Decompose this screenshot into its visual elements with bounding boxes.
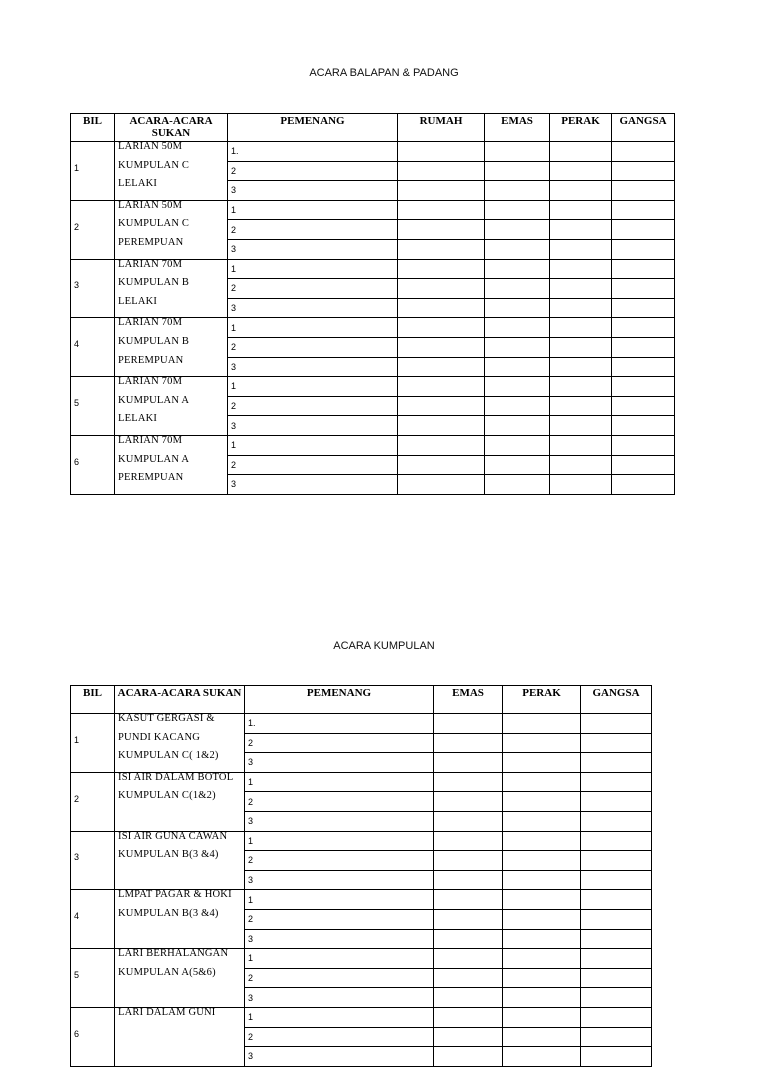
blank-cell bbox=[550, 357, 612, 377]
winner-cell: 1 bbox=[228, 318, 398, 338]
blank-cell bbox=[485, 396, 550, 416]
blank-cell bbox=[612, 279, 675, 299]
blank-cell bbox=[612, 318, 675, 338]
blank-cell bbox=[550, 259, 612, 279]
header-emas: EMAS bbox=[434, 686, 503, 714]
winner-cell: 3 bbox=[228, 181, 398, 201]
blank-cell bbox=[434, 1007, 503, 1027]
blank-cell bbox=[485, 279, 550, 299]
blank-cell bbox=[398, 239, 485, 259]
blank-cell bbox=[485, 200, 550, 220]
blank-cell bbox=[398, 396, 485, 416]
blank-cell bbox=[612, 377, 675, 397]
results-table-group-events bbox=[70, 685, 652, 1067]
winner-cell: 3 bbox=[245, 870, 434, 890]
event-cell bbox=[115, 772, 245, 831]
winner-cell: 2 bbox=[228, 396, 398, 416]
blank-cell bbox=[550, 279, 612, 299]
event-line: LELAKI bbox=[118, 295, 158, 307]
blank-cell bbox=[550, 142, 612, 162]
winner-cell: 3 bbox=[228, 298, 398, 318]
blank-cell bbox=[485, 455, 550, 475]
blank-cell bbox=[398, 161, 485, 181]
event-line bbox=[118, 982, 244, 1001]
event-line: KUMPULAN B(3 &4) bbox=[118, 907, 219, 919]
blank-cell bbox=[434, 988, 503, 1008]
blank-cell bbox=[434, 870, 503, 890]
winner-cell: 2 bbox=[245, 909, 434, 929]
event-line: ISI AIR DALAM BOTOL bbox=[118, 772, 234, 783]
blank-cell bbox=[503, 714, 581, 734]
winner-cell: 3 bbox=[245, 753, 434, 773]
table-row bbox=[71, 259, 675, 279]
blank-cell bbox=[485, 337, 550, 357]
blank-cell bbox=[503, 831, 581, 851]
event-line: ISI AIR GUNA CAWAN bbox=[118, 831, 228, 842]
winner-cell: 1 bbox=[245, 831, 434, 851]
blank-cell bbox=[398, 259, 485, 279]
blank-cell bbox=[398, 435, 485, 455]
blank-cell bbox=[398, 142, 485, 162]
blank-cell bbox=[503, 949, 581, 969]
event-line: LARI DALAM GUNI bbox=[118, 1007, 216, 1018]
header-perak: PERAK bbox=[550, 114, 612, 142]
header-perak: PERAK bbox=[503, 686, 581, 714]
winner-cell: 2 bbox=[245, 792, 434, 812]
blank-cell bbox=[434, 851, 503, 871]
blank-cell bbox=[581, 772, 652, 792]
table-row bbox=[71, 318, 675, 338]
winner-cell: 2 bbox=[245, 1027, 434, 1047]
blank-cell bbox=[398, 298, 485, 318]
event-line: LMPAT PAGAR & HOKI bbox=[118, 889, 232, 901]
event-line: PEREMPUAN bbox=[118, 354, 184, 366]
header-gangsa: GANGSA bbox=[612, 114, 675, 142]
bil-cell: 1 bbox=[71, 142, 115, 201]
blank-cell bbox=[612, 220, 675, 240]
event-line: LARIAN 70M bbox=[118, 435, 183, 446]
blank-cell bbox=[434, 1027, 503, 1047]
winner-cell: 1. bbox=[245, 714, 434, 734]
blank-cell bbox=[434, 811, 503, 831]
blank-cell bbox=[612, 396, 675, 416]
winner-cell: 2 bbox=[245, 851, 434, 871]
blank-cell bbox=[434, 890, 503, 910]
blank-cell bbox=[398, 220, 485, 240]
winner-cell: 1 bbox=[245, 890, 434, 910]
blank-cell bbox=[581, 909, 652, 929]
event-line: LARI BERHALANGAN bbox=[118, 948, 229, 960]
event-cell bbox=[115, 890, 245, 949]
blank-cell bbox=[581, 1047, 652, 1067]
blank-cell bbox=[550, 377, 612, 397]
blank-cell bbox=[398, 337, 485, 357]
bil-cell: 3 bbox=[71, 259, 115, 318]
blank-cell bbox=[581, 929, 652, 949]
header-gangsa: GANGSA bbox=[581, 686, 652, 714]
blank-cell bbox=[503, 988, 581, 1008]
blank-cell bbox=[398, 416, 485, 436]
blank-cell bbox=[612, 416, 675, 436]
event-line: PEREMPUAN bbox=[118, 236, 184, 248]
winner-cell: 1 bbox=[245, 772, 434, 792]
blank-cell bbox=[503, 792, 581, 812]
bil-cell: 6 bbox=[71, 435, 115, 494]
bil-cell: 2 bbox=[71, 200, 115, 259]
blank-cell bbox=[503, 753, 581, 773]
event-cell bbox=[115, 949, 245, 1008]
blank-cell bbox=[434, 753, 503, 773]
blank-cell bbox=[581, 870, 652, 890]
winner-cell: 1 bbox=[245, 1007, 434, 1027]
bil-cell: 2 bbox=[71, 772, 115, 831]
header-pemenang: PEMENANG bbox=[245, 686, 434, 714]
blank-cell bbox=[550, 200, 612, 220]
event-line: LARIAN 50M bbox=[118, 141, 183, 152]
blank-cell bbox=[503, 851, 581, 871]
blank-cell bbox=[550, 455, 612, 475]
table-row bbox=[71, 1007, 652, 1027]
blank-cell bbox=[434, 949, 503, 969]
blank-cell bbox=[485, 357, 550, 377]
event-line: PEREMPUAN bbox=[118, 472, 184, 484]
blank-cell bbox=[550, 435, 612, 455]
event-line: KUMPULAN C bbox=[118, 218, 190, 230]
winner-cell: 3 bbox=[245, 988, 434, 1008]
event-line: KUMPULAN C(1&2) bbox=[118, 790, 216, 802]
blank-cell bbox=[485, 161, 550, 181]
winner-cell: 2 bbox=[228, 279, 398, 299]
blank-cell bbox=[503, 1007, 581, 1027]
winner-cell: 2 bbox=[245, 968, 434, 988]
blank-cell bbox=[398, 357, 485, 377]
blank-cell bbox=[550, 416, 612, 436]
event-line: KUMPULAN C bbox=[118, 159, 190, 171]
winner-cell: 3 bbox=[245, 811, 434, 831]
blank-cell bbox=[581, 733, 652, 753]
blank-cell bbox=[612, 161, 675, 181]
blank-cell bbox=[581, 811, 652, 831]
event-cell bbox=[115, 200, 228, 259]
blank-cell bbox=[434, 1047, 503, 1067]
event-line: KUMPULAN A bbox=[118, 394, 190, 406]
table-row bbox=[71, 377, 675, 397]
blank-cell bbox=[550, 181, 612, 201]
event-cell bbox=[115, 259, 228, 318]
blank-cell bbox=[503, 968, 581, 988]
blank-cell bbox=[612, 181, 675, 201]
winner-cell: 3 bbox=[228, 416, 398, 436]
header-acara: ACARA-ACARA SUKAN bbox=[115, 114, 228, 142]
table-row bbox=[71, 200, 675, 220]
winner-cell: 3 bbox=[228, 475, 398, 495]
blank-cell bbox=[398, 475, 485, 495]
event-cell bbox=[115, 714, 245, 773]
blank-cell bbox=[503, 890, 581, 910]
blank-cell bbox=[434, 909, 503, 929]
header-rumah: RUMAH bbox=[398, 114, 485, 142]
table-row bbox=[71, 831, 652, 851]
event-line: KASUT GERGASI & bbox=[118, 713, 215, 724]
blank-cell bbox=[581, 890, 652, 910]
blank-cell bbox=[550, 239, 612, 259]
winner-cell: 1 bbox=[228, 435, 398, 455]
event-line: KUMPULAN B(3 &4) bbox=[118, 849, 219, 861]
blank-cell bbox=[434, 968, 503, 988]
blank-cell bbox=[581, 1007, 652, 1027]
winner-cell: 3 bbox=[228, 357, 398, 377]
bil-cell: 5 bbox=[71, 949, 115, 1008]
blank-cell bbox=[503, 929, 581, 949]
header-bil: BIL bbox=[71, 114, 115, 142]
blank-cell bbox=[581, 753, 652, 773]
blank-cell bbox=[485, 318, 550, 338]
blank-cell bbox=[581, 968, 652, 988]
blank-cell bbox=[612, 142, 675, 162]
event-cell bbox=[115, 435, 228, 494]
winner-cell: 2 bbox=[228, 220, 398, 240]
blank-cell bbox=[503, 733, 581, 753]
blank-cell bbox=[612, 259, 675, 279]
blank-cell bbox=[485, 377, 550, 397]
results-table-track-field bbox=[70, 113, 675, 495]
section2-title: ACARA KUMPULAN bbox=[333, 640, 435, 652]
header-acara: ACARA-ACARA SUKAN bbox=[115, 686, 245, 714]
event-line: LELAKI bbox=[118, 413, 158, 425]
event-line bbox=[118, 1023, 244, 1042]
winner-cell: 1 bbox=[245, 949, 434, 969]
blank-cell bbox=[612, 337, 675, 357]
event-line: KUMPULAN B bbox=[118, 335, 190, 347]
event-line: LARIAN 70M bbox=[118, 376, 183, 388]
blank-cell bbox=[581, 831, 652, 851]
blank-cell bbox=[485, 416, 550, 436]
table-row bbox=[71, 142, 675, 162]
bil-cell: 3 bbox=[71, 831, 115, 890]
event-line bbox=[118, 924, 244, 943]
blank-cell bbox=[612, 239, 675, 259]
header-bil: BIL bbox=[71, 686, 115, 714]
blank-cell bbox=[550, 161, 612, 181]
event-line: LELAKI bbox=[118, 178, 158, 190]
blank-cell bbox=[398, 318, 485, 338]
blank-cell bbox=[550, 298, 612, 318]
blank-cell bbox=[434, 831, 503, 851]
header-emas: EMAS bbox=[485, 114, 550, 142]
event-line: KUMPULAN A(5&6) bbox=[118, 966, 216, 978]
blank-cell bbox=[398, 181, 485, 201]
event-cell bbox=[115, 318, 228, 377]
blank-cell bbox=[612, 455, 675, 475]
blank-cell bbox=[485, 435, 550, 455]
blank-cell bbox=[485, 181, 550, 201]
blank-cell bbox=[398, 200, 485, 220]
blank-cell bbox=[485, 220, 550, 240]
event-line bbox=[118, 865, 244, 884]
bil-cell: 1 bbox=[71, 714, 115, 773]
winner-cell: 3 bbox=[228, 239, 398, 259]
blank-cell bbox=[485, 142, 550, 162]
blank-cell bbox=[485, 259, 550, 279]
event-line bbox=[118, 1041, 244, 1060]
blank-cell bbox=[581, 851, 652, 871]
winner-cell: 1 bbox=[228, 377, 398, 397]
blank-cell bbox=[503, 1027, 581, 1047]
blank-cell bbox=[581, 988, 652, 1008]
event-cell bbox=[115, 1007, 245, 1066]
event-line: KUMPULAN C( 1&2) bbox=[118, 750, 219, 762]
blank-cell bbox=[485, 475, 550, 495]
blank-cell bbox=[485, 298, 550, 318]
event-cell bbox=[115, 142, 228, 201]
header-pemenang: PEMENANG bbox=[228, 114, 398, 142]
blank-cell bbox=[503, 870, 581, 890]
bil-cell: 4 bbox=[71, 890, 115, 949]
bil-cell: 4 bbox=[71, 318, 115, 377]
blank-cell bbox=[612, 200, 675, 220]
blank-cell bbox=[503, 772, 581, 792]
winner-cell: 2 bbox=[228, 337, 398, 357]
event-line: LARIAN 70M bbox=[118, 259, 183, 270]
blank-cell bbox=[612, 298, 675, 318]
event-line: KUMPULAN B bbox=[118, 277, 190, 289]
blank-cell bbox=[398, 377, 485, 397]
blank-cell bbox=[550, 220, 612, 240]
event-line: LARIAN 70M bbox=[118, 317, 183, 329]
blank-cell bbox=[485, 239, 550, 259]
bil-cell: 6 bbox=[71, 1007, 115, 1066]
winner-cell: 2 bbox=[245, 733, 434, 753]
blank-cell bbox=[612, 357, 675, 377]
event-line: KUMPULAN A bbox=[118, 453, 190, 465]
blank-cell bbox=[503, 1047, 581, 1067]
blank-cell bbox=[581, 949, 652, 969]
winner-cell: 1 bbox=[228, 200, 398, 220]
event-line: PUNDI KACANG bbox=[118, 731, 201, 743]
blank-cell bbox=[434, 929, 503, 949]
winner-cell: 2 bbox=[228, 455, 398, 475]
blank-cell bbox=[503, 909, 581, 929]
blank-cell bbox=[581, 714, 652, 734]
table-row bbox=[71, 949, 652, 969]
winner-cell: 3 bbox=[245, 929, 434, 949]
bil-cell: 5 bbox=[71, 377, 115, 436]
winner-cell: 1. bbox=[228, 142, 398, 162]
event-cell bbox=[115, 377, 228, 436]
blank-cell bbox=[398, 279, 485, 299]
winner-cell: 1 bbox=[228, 259, 398, 279]
event-line bbox=[118, 806, 244, 825]
blank-cell bbox=[550, 318, 612, 338]
winner-cell: 3 bbox=[245, 1047, 434, 1067]
event-cell bbox=[115, 831, 245, 890]
blank-cell bbox=[550, 337, 612, 357]
blank-cell bbox=[612, 435, 675, 455]
blank-cell bbox=[581, 1027, 652, 1047]
blank-cell bbox=[612, 475, 675, 495]
blank-cell bbox=[550, 475, 612, 495]
blank-cell bbox=[581, 792, 652, 812]
event-line: LARIAN 50M bbox=[118, 200, 183, 211]
table-row bbox=[71, 890, 652, 910]
blank-cell bbox=[503, 811, 581, 831]
winner-cell: 2 bbox=[228, 161, 398, 181]
blank-cell bbox=[434, 792, 503, 812]
table-row bbox=[71, 435, 675, 455]
section1-title: ACARA BALAPAN & PADANG bbox=[309, 67, 459, 79]
blank-cell bbox=[550, 396, 612, 416]
blank-cell bbox=[434, 772, 503, 792]
table-row bbox=[71, 714, 652, 734]
blank-cell bbox=[434, 733, 503, 753]
blank-cell bbox=[398, 455, 485, 475]
table-row bbox=[71, 772, 652, 792]
blank-cell bbox=[434, 714, 503, 734]
